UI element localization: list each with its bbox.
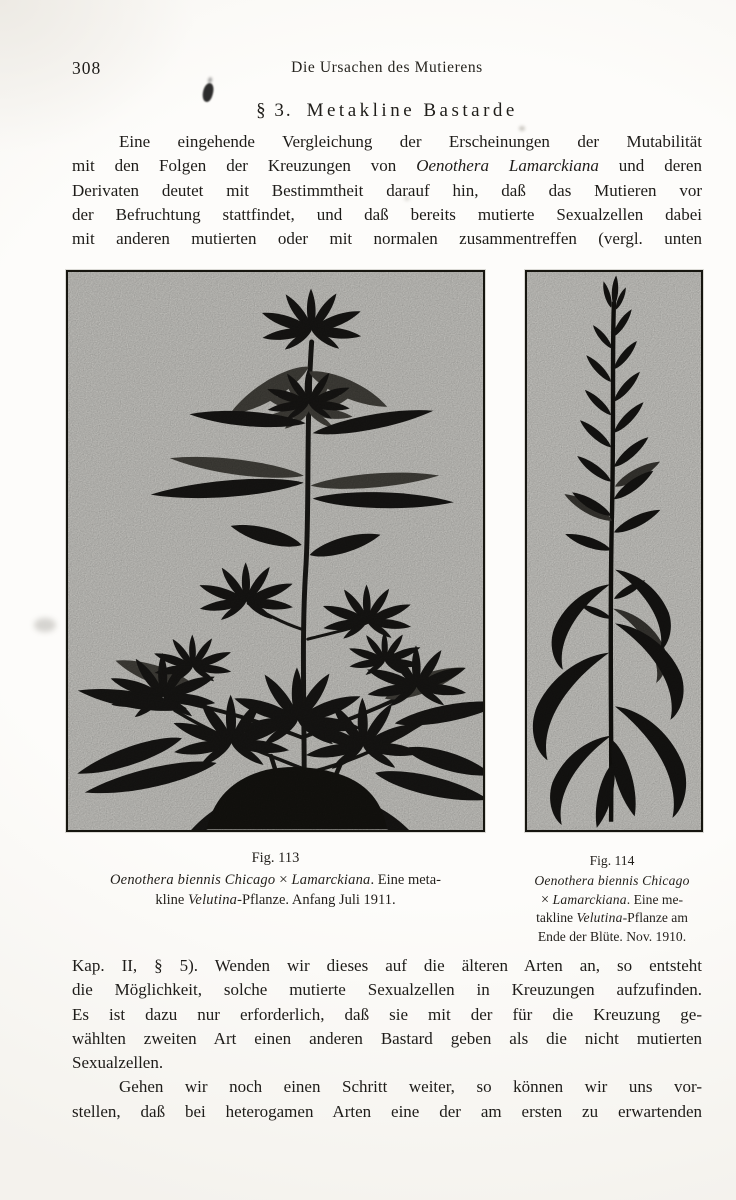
text-line: Derivaten deutet mit Bestimmtheit darauf hin, daß das Mutieren vor [72,180,702,200]
figure-113-caption [66,849,485,910]
caption-line: kline Velutina-Pflanze. Anfang Juli 1911. [155,891,396,908]
section-number: § 3. [256,100,293,121]
text-line: Sexualzellen. [72,1053,164,1073]
figure-113-label: Fig. 113 [251,850,300,866]
section-title: Metakline Bastarde [306,100,518,121]
figure-113-photo-frame [66,270,485,832]
section-heading [72,100,702,122]
caption-line: × Lamarckiana. Eine me- [540,891,684,908]
text-line: Es ist dazu nur erforderlich, daß sie mit der für die Kreuzung ge- [72,1004,702,1024]
text-line: Kap. II, § 5). Wenden wir dieses auf die älteren Arten an, so entsteht [72,956,702,975]
text-line: die Möglichkeit, solche mutierte Sexualzellen in Kreuzungen aufzufinden. [72,980,702,1000]
intro-paragraph [72,130,702,251]
text-line: Gehen wir noch einen Schritt weiter, so können wir uns vor- [119,1077,702,1097]
text-line: Eine eingehende Vergleichung der Erscheinungen der Mutabilität [119,132,702,151]
flower-spike-photo [527,272,701,830]
figure-114-photo-frame [525,270,703,832]
caption-line: Oenothera biennis Chicago [534,873,690,888]
pencil-smudge [34,618,56,632]
figure-114-caption [510,851,714,946]
caption-line: Ende der Blüte. Nov. 1910. [537,928,687,944]
bushy-plant-photo [68,272,483,830]
page-number: 308 [72,58,102,78]
text-line: mit anderen mutierten oder mit normalen zusammentreffen (vergl. unten [72,229,702,249]
text-line: der Befruchtung stattfindet, und daß bereits mutierte Sexualzellen dabei [72,204,702,224]
running-head: Die Ursachen des Mutierens [291,59,483,76]
caption-line: Oenothera biennis Chicago × Lamarckiana. Eine meta- [110,871,441,888]
closing-paragraphs [72,954,702,1124]
text-line: wählten zweiten Art einen anderen Bastard geben als die nicht mutierten [72,1028,702,1048]
figure-114-label: Fig. 114 [589,853,635,868]
text-line: stellen, daß bei heterogamen Arten eine der am ersten zu erwartenden [72,1101,702,1121]
caption-line: takline Velutina-Pflanze am [536,910,688,926]
text-line: mit den Folgen der Kreuzungen von Oenothera Lamarckiana und deren [72,156,702,176]
